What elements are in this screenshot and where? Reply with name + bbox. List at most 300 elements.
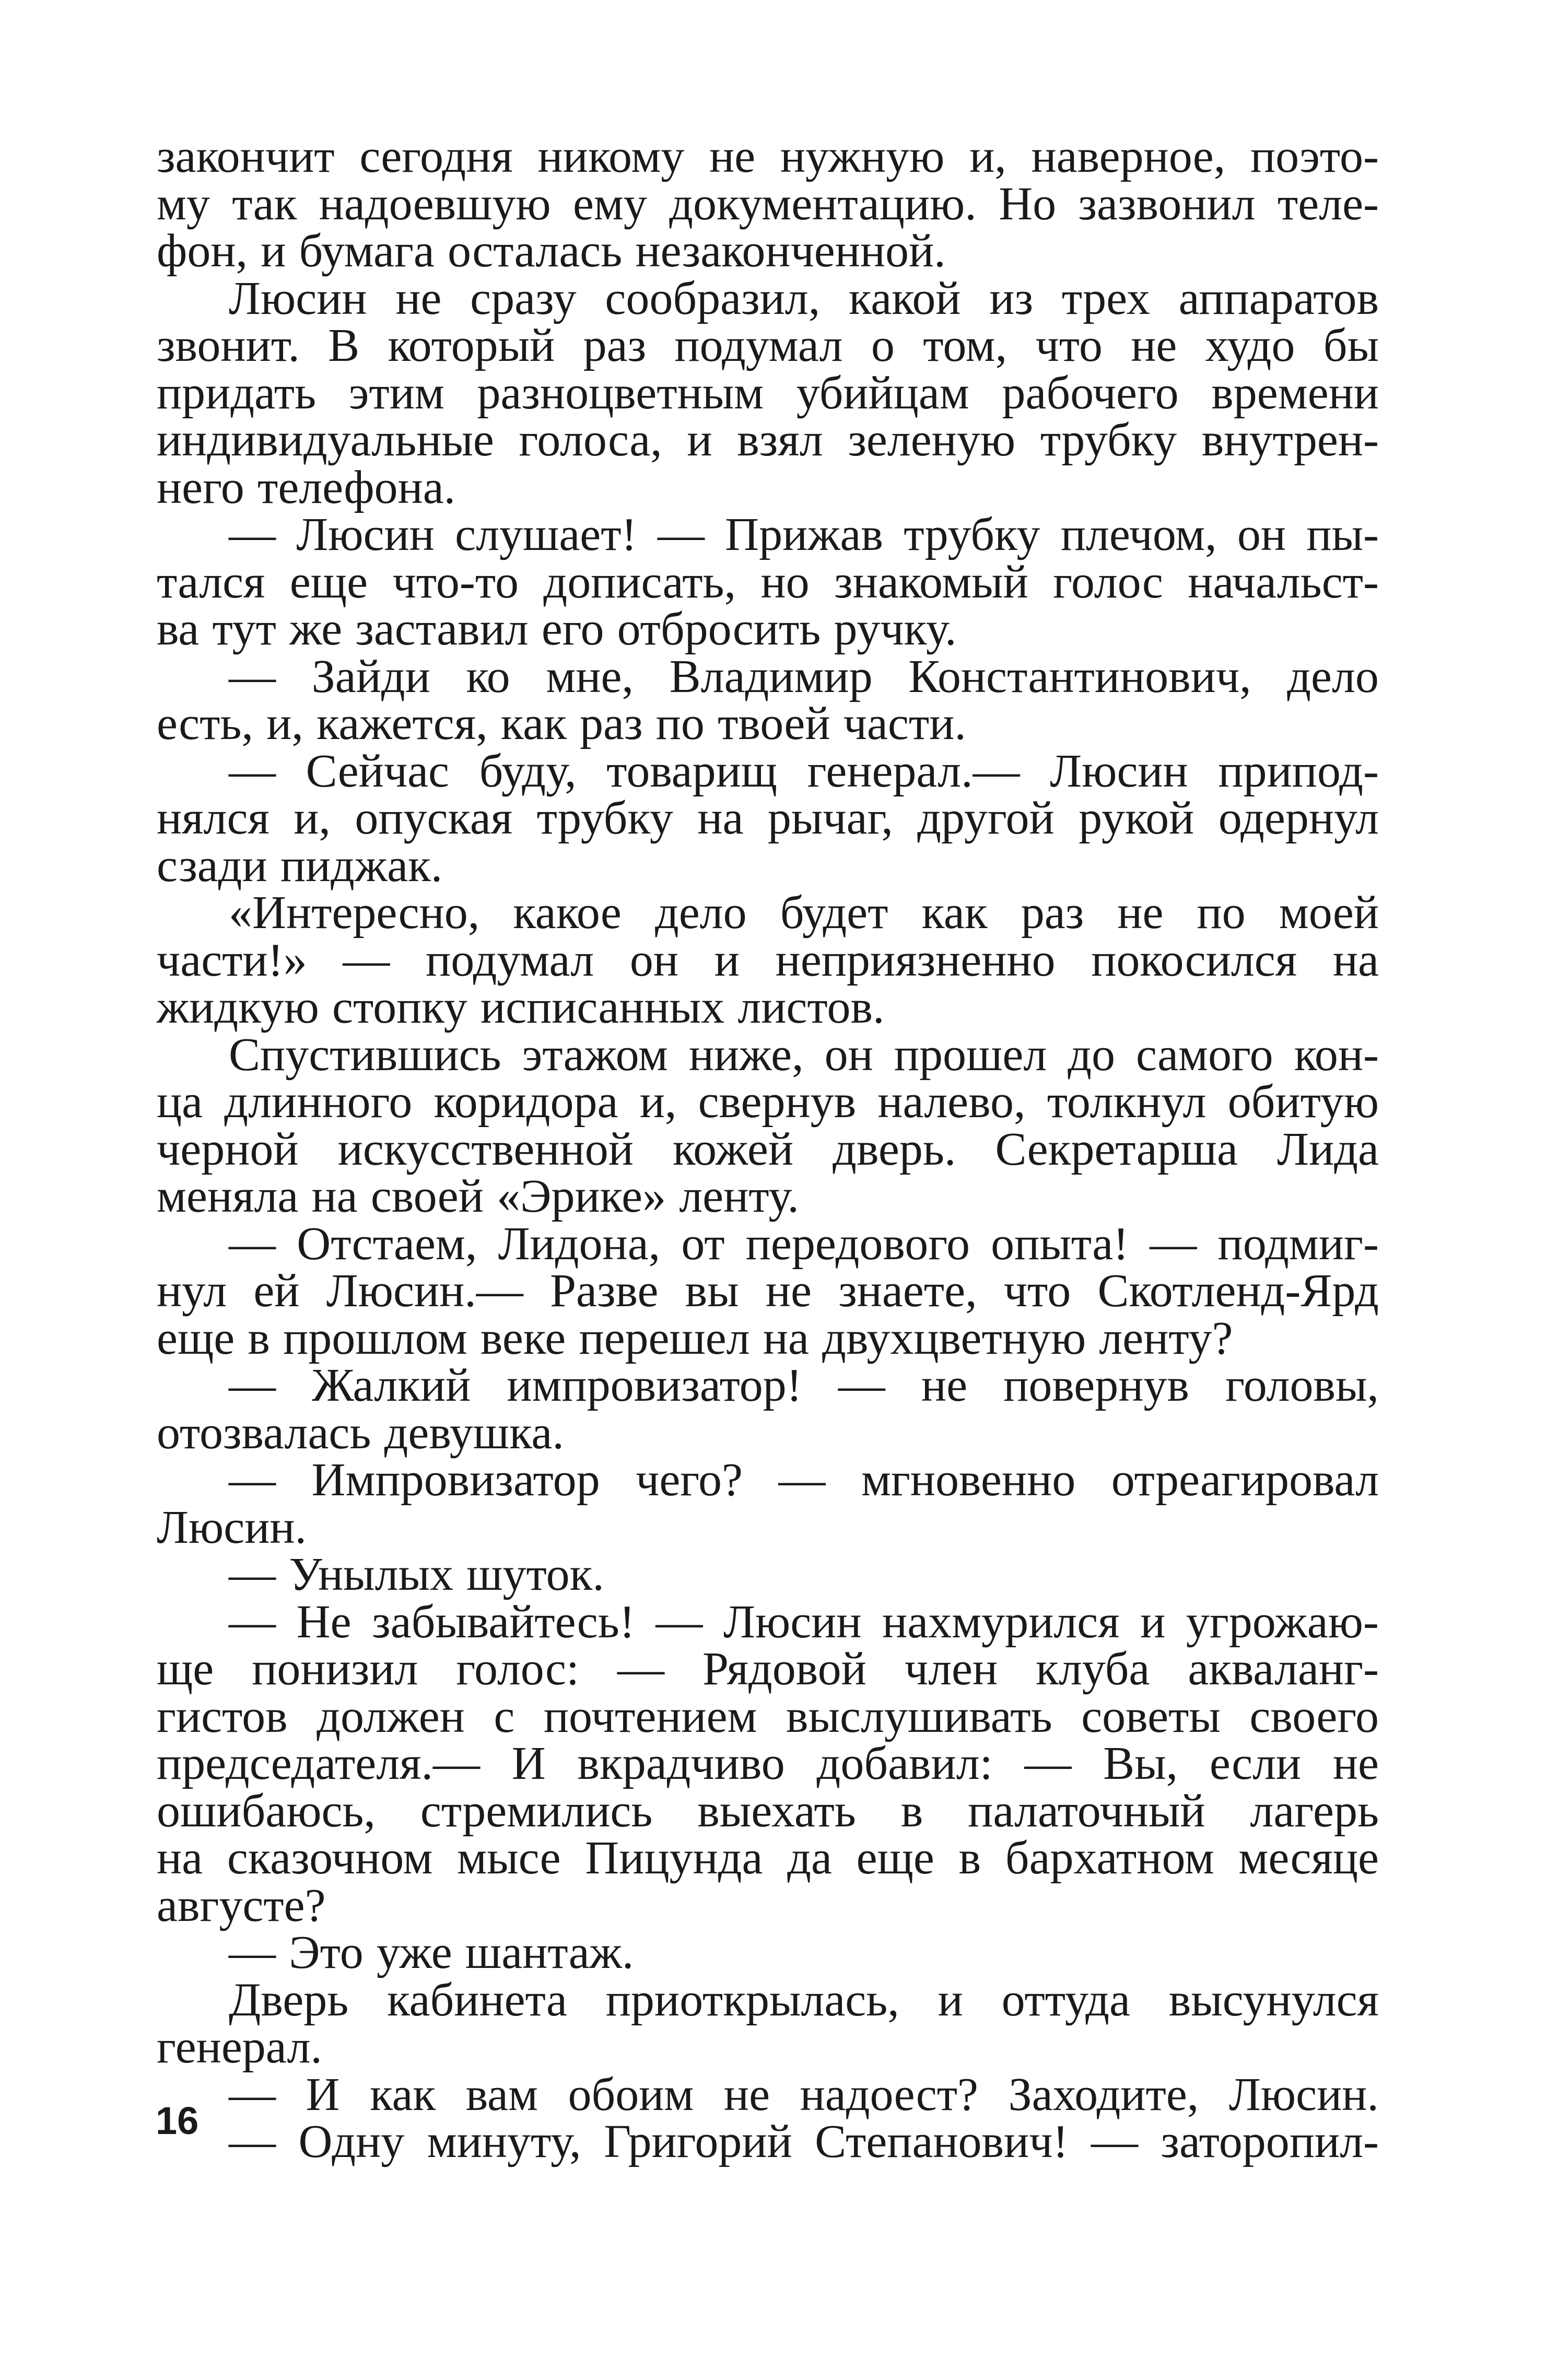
word: индивидуальные [157, 414, 494, 466]
word: не [765, 1265, 812, 1317]
word: рукой [1079, 792, 1194, 844]
text-line [157, 1690, 1379, 1742]
page-number: 16 [156, 2099, 199, 2142]
word: — [229, 1927, 276, 1978]
word: выехать [697, 1785, 856, 1837]
word: прошлом [283, 1312, 467, 1364]
word: сообразил, [605, 272, 821, 324]
word: в [900, 1785, 923, 1837]
text-line [157, 272, 1379, 324]
word: нялся [157, 792, 270, 844]
word: кажется, [317, 698, 488, 749]
word: своего [1249, 1690, 1379, 1742]
word: Унылых [289, 1549, 454, 1600]
word: Дверь [229, 1974, 349, 2026]
word: — [229, 1596, 276, 1648]
word: с [494, 1690, 515, 1742]
word: ца [157, 1076, 203, 1128]
word: Люсин [229, 272, 367, 324]
text-line [157, 461, 1379, 513]
word: Зайди [311, 650, 430, 702]
word: жидкую [157, 981, 319, 1033]
word: Люсин. [157, 1501, 307, 1553]
word: не [1117, 887, 1164, 939]
word: и [687, 414, 712, 466]
word: вам [465, 2068, 538, 2120]
word: буду, [479, 745, 577, 797]
word: стремились [420, 1785, 653, 1837]
word: мне, [546, 650, 634, 702]
text-line [157, 934, 1379, 986]
word: вы [685, 1265, 739, 1317]
word: рычаг, [767, 792, 893, 844]
word: рабочего [1002, 367, 1179, 419]
word: трех [1061, 272, 1150, 324]
word: этим [348, 367, 444, 419]
word: чего? [636, 1454, 743, 1506]
word: — [1150, 1217, 1197, 1270]
word: Импровизатор [311, 1454, 600, 1506]
text-line [157, 1832, 1379, 1884]
word: — [1091, 2116, 1138, 2167]
word: до [1068, 1028, 1116, 1081]
word: Люсин [1050, 745, 1188, 797]
word: заставил [355, 603, 529, 655]
word: И [306, 2068, 340, 2120]
word: пиджак. [280, 839, 443, 892]
word: и, [294, 792, 331, 844]
word: «Эрике» [497, 1170, 666, 1222]
word: дверь. [833, 1123, 956, 1175]
word: сразу [470, 272, 577, 324]
word: дописать, [543, 556, 736, 608]
word: свернув [698, 1076, 857, 1128]
word: му [157, 178, 210, 230]
word: — [655, 1596, 703, 1648]
word: и, [266, 698, 303, 749]
word: как [500, 698, 567, 749]
word: длинного [224, 1076, 413, 1128]
word: — [229, 745, 276, 797]
text-line [157, 1406, 1379, 1459]
text-line [157, 225, 1379, 277]
word: коридора [434, 1076, 618, 1128]
word: что [1035, 320, 1103, 371]
text-line [157, 1359, 1379, 1411]
word: кабинета [387, 1974, 567, 2026]
word: черной [157, 1123, 299, 1175]
word: Люсин. [1228, 2068, 1379, 2120]
word: августе? [157, 1879, 326, 1931]
word: не [921, 1359, 968, 1411]
word: Рядовой [702, 1643, 866, 1695]
text-line [157, 889, 1379, 937]
word: на [157, 1832, 203, 1884]
word: внутрен- [1201, 414, 1379, 466]
word: он [629, 934, 679, 986]
word: подмиг- [1217, 1217, 1379, 1270]
word: раз [583, 320, 647, 371]
word: фон, [157, 225, 248, 277]
word: — [617, 1643, 664, 1695]
word: обоим [568, 2068, 694, 2120]
word: так [232, 178, 297, 230]
text-line [157, 367, 1379, 419]
word: на [763, 1312, 809, 1364]
word: и [1140, 1596, 1166, 1648]
word: как [370, 2068, 436, 2120]
word: — [778, 1454, 826, 1506]
word: — [229, 650, 276, 702]
word: мгновенно [861, 1454, 1076, 1506]
word: головы, [1225, 1359, 1379, 1411]
word: Пицунда [585, 1832, 763, 1884]
text-line [157, 2021, 1379, 2073]
word: генерал.— [807, 745, 1020, 797]
word: да [787, 1832, 832, 1884]
word: незаконченной. [635, 225, 946, 277]
text-line [157, 1929, 1379, 1977]
word: минуту, [427, 2116, 581, 2167]
word: твоей [718, 698, 830, 749]
word: зазвонил [1078, 178, 1256, 230]
text-line [157, 133, 1379, 181]
word: тался [157, 556, 265, 608]
word: Люсин.— [326, 1265, 523, 1317]
word: шантаж. [465, 1927, 634, 1978]
text-line [157, 2118, 1379, 2166]
word: клуба [1036, 1643, 1150, 1695]
word: тут [212, 603, 276, 655]
word: какой [848, 272, 961, 324]
word: девушка. [384, 1406, 564, 1459]
text-line [157, 839, 1379, 892]
word: Константинович, [908, 650, 1251, 702]
word: уже [376, 1927, 452, 1978]
word: и [261, 225, 286, 277]
word: В [328, 320, 360, 371]
word: акваланг- [1188, 1643, 1379, 1695]
word: пы- [1306, 509, 1379, 560]
word: на [697, 792, 744, 844]
text-line [157, 1501, 1379, 1553]
word: толкнул [1047, 1076, 1207, 1128]
word: него [157, 461, 244, 513]
word: осталась [448, 225, 623, 277]
word: слушает! [455, 509, 637, 560]
text-line [157, 2068, 1379, 2120]
word: искусственной [337, 1123, 634, 1175]
word: будет [780, 887, 888, 939]
word: голос [1053, 556, 1163, 608]
word: ручку. [834, 603, 957, 655]
word: теле- [1277, 178, 1379, 230]
word: ко [466, 650, 510, 702]
word: худо [1205, 320, 1295, 371]
word: импровизатор! [507, 1359, 802, 1411]
word: стопку [332, 981, 467, 1033]
word: раз [580, 698, 643, 749]
word: — [657, 509, 705, 560]
word: листов. [737, 981, 885, 1033]
word: ще [157, 1643, 214, 1695]
word: ленту? [1099, 1312, 1233, 1364]
word: по [1197, 887, 1246, 939]
word: о [871, 320, 895, 371]
word: прошел [894, 1028, 1047, 1081]
word: генерал. [157, 2021, 322, 2073]
word: не [1332, 1738, 1379, 1789]
text-line [157, 556, 1379, 608]
word: Лида [1277, 1123, 1379, 1175]
text-line [157, 1643, 1379, 1695]
word: еще [289, 556, 368, 608]
word: лагерь [1250, 1785, 1379, 1837]
text-line [157, 322, 1379, 370]
word: месяце [1238, 1832, 1379, 1884]
word: есть, [157, 698, 254, 749]
text-line [157, 1740, 1379, 1788]
word: от [681, 1217, 725, 1270]
word: повернув [1003, 1359, 1189, 1411]
word: Скотленд-Ярд [1097, 1265, 1379, 1317]
text-line [157, 1028, 1379, 1081]
word: — [229, 2116, 276, 2167]
word: Жалкий [312, 1359, 471, 1411]
word: в [248, 1312, 270, 1364]
word: если [1209, 1738, 1302, 1789]
word: зеленую [848, 414, 1016, 466]
word: ва [157, 603, 200, 655]
word: председателя.— [157, 1738, 481, 1789]
word: наверное, [1031, 131, 1226, 182]
word: и [714, 934, 740, 986]
word: но [760, 556, 810, 608]
word: поэто- [1250, 131, 1379, 182]
word: И [511, 1738, 546, 1789]
word: взял [737, 414, 823, 466]
word: и, [969, 131, 1006, 182]
word: как [921, 887, 988, 939]
word: припод- [1218, 745, 1379, 797]
text-line [157, 414, 1379, 466]
word: телефона. [257, 461, 456, 513]
word: убийцам [796, 367, 969, 419]
word: Прижав [725, 509, 883, 560]
word: выслушивать [786, 1690, 1052, 1742]
word: обитую [1227, 1076, 1379, 1128]
word: по [655, 698, 705, 749]
word: Вы, [1103, 1738, 1178, 1789]
word: он [1237, 509, 1286, 560]
page-text [157, 133, 1379, 2166]
word: нужную [780, 131, 945, 182]
word: придать [157, 367, 317, 419]
word: — [1024, 1738, 1072, 1789]
word: голоса, [519, 414, 662, 466]
word: на [1332, 934, 1379, 986]
word: ниже, [688, 1028, 804, 1081]
word: не [723, 2068, 770, 2120]
text-line [157, 1217, 1379, 1270]
word: ей [253, 1265, 300, 1317]
word: отбросить [617, 603, 821, 655]
word: трубку [904, 509, 1040, 560]
word: в [958, 1832, 981, 1884]
word: знакомый [834, 556, 1028, 608]
word: член [904, 1643, 998, 1695]
word: вкрадчиво [577, 1738, 785, 1789]
word: перешел [579, 1312, 750, 1364]
text-line [157, 650, 1379, 702]
word: — [838, 1359, 885, 1411]
word: самого [1136, 1028, 1273, 1081]
word: моей [1279, 887, 1379, 939]
word: отреагировал [1111, 1454, 1379, 1506]
word: угрожаю- [1186, 1596, 1379, 1648]
word: ленту. [679, 1170, 799, 1222]
word: гистов [157, 1690, 288, 1742]
text-line [157, 1454, 1379, 1506]
word: подумал [426, 934, 594, 986]
word: Отстаем, [297, 1217, 477, 1270]
word: советы [1081, 1690, 1221, 1742]
word: шуток. [466, 1549, 604, 1600]
word: высунулся [1168, 1974, 1379, 2026]
word: Разве [549, 1265, 659, 1317]
word: и [938, 1974, 963, 2026]
word: Спустившись [229, 1028, 501, 1081]
word: Люсин [296, 509, 435, 560]
word: должен [317, 1690, 465, 1742]
word: надоест? [800, 2068, 979, 2120]
text-line [157, 1170, 1379, 1222]
word: трубку [536, 792, 673, 844]
word: мысе [457, 1832, 561, 1884]
word: и, [639, 1076, 677, 1128]
word: сказочном [227, 1832, 433, 1884]
word: раз [1021, 887, 1084, 939]
word: — [229, 2068, 276, 2120]
word: добавил: [816, 1738, 993, 1789]
word: плечом, [1060, 509, 1217, 560]
word: аппаратов [1178, 272, 1379, 324]
word: бархатном [1005, 1832, 1214, 1884]
text-line [157, 1265, 1379, 1317]
word: Одну [298, 2116, 405, 2167]
word: кон- [1294, 1028, 1379, 1081]
word: меняла [157, 1170, 299, 1222]
word: дело [1287, 650, 1379, 702]
word: документацию. [669, 178, 977, 230]
word: ошибаюсь, [157, 1785, 376, 1837]
word: Секретарша [995, 1123, 1238, 1175]
text-line [157, 792, 1379, 844]
word: — [229, 1454, 276, 1506]
word: закончит [157, 131, 335, 182]
word: сзади [157, 839, 267, 892]
word: надоевшую [319, 178, 551, 230]
word: не [709, 131, 756, 182]
text-line [157, 981, 1379, 1033]
word: двухцветную [822, 1312, 1086, 1364]
text-line [157, 1596, 1379, 1648]
word: нул [157, 1265, 227, 1317]
word: не [1131, 320, 1177, 371]
word: ему [572, 178, 647, 230]
word: заторопил- [1161, 2116, 1379, 2167]
text-line [157, 1785, 1379, 1837]
word: — [229, 509, 276, 560]
word: покосился [1091, 934, 1297, 986]
text-line [157, 178, 1379, 230]
word: Владимир [669, 650, 873, 702]
word: бумага [299, 225, 435, 277]
word: голос: [456, 1643, 579, 1695]
word: дело [654, 887, 747, 939]
word: же [289, 603, 343, 655]
word: на [311, 1170, 358, 1222]
word: Степанович! [815, 2116, 1069, 2167]
word: палаточный [968, 1785, 1205, 1837]
word: том, [923, 320, 1008, 371]
word: трубку [1040, 414, 1177, 466]
text-line [157, 1974, 1379, 2026]
word: своей [370, 1170, 484, 1222]
word: какое [513, 887, 622, 939]
text-line [157, 1879, 1379, 1931]
word: отозвалась [157, 1406, 371, 1459]
word: товарищ [606, 745, 778, 797]
word: не [395, 272, 442, 324]
word: — [229, 1217, 276, 1270]
text-line [157, 1551, 1379, 1599]
word: другой [917, 792, 1055, 844]
word: этажом [522, 1028, 668, 1081]
word: еще [157, 1312, 235, 1364]
word: неприязненно [775, 934, 1056, 986]
word: «Интересно, [229, 887, 480, 939]
word: он [824, 1028, 873, 1081]
word: передового [745, 1217, 970, 1270]
word: еще [856, 1832, 934, 1884]
word: из [989, 272, 1034, 324]
word: опуская [355, 792, 513, 844]
word: почтением [543, 1690, 757, 1742]
word: подумал [674, 320, 843, 371]
word: одернул [1218, 792, 1379, 844]
word: Лидона, [498, 1217, 661, 1270]
word: понизил [252, 1643, 418, 1695]
word: забывайтесь! [372, 1596, 635, 1648]
word: его [541, 603, 604, 655]
word: — [229, 1549, 276, 1600]
word: сегодня [359, 131, 513, 182]
word: начальст- [1188, 556, 1379, 608]
word: Сейчас [306, 745, 449, 797]
word: Григорий [604, 2116, 792, 2167]
word: звонит. [157, 320, 300, 371]
word: бы [1323, 320, 1379, 371]
text-line [157, 745, 1379, 797]
text-line [157, 700, 1379, 748]
text-line [157, 1123, 1379, 1175]
word: налево, [877, 1076, 1026, 1128]
word: — [229, 1359, 276, 1411]
word: — [343, 934, 390, 986]
word: разноцветным [477, 367, 764, 419]
word: что-то [392, 556, 519, 608]
